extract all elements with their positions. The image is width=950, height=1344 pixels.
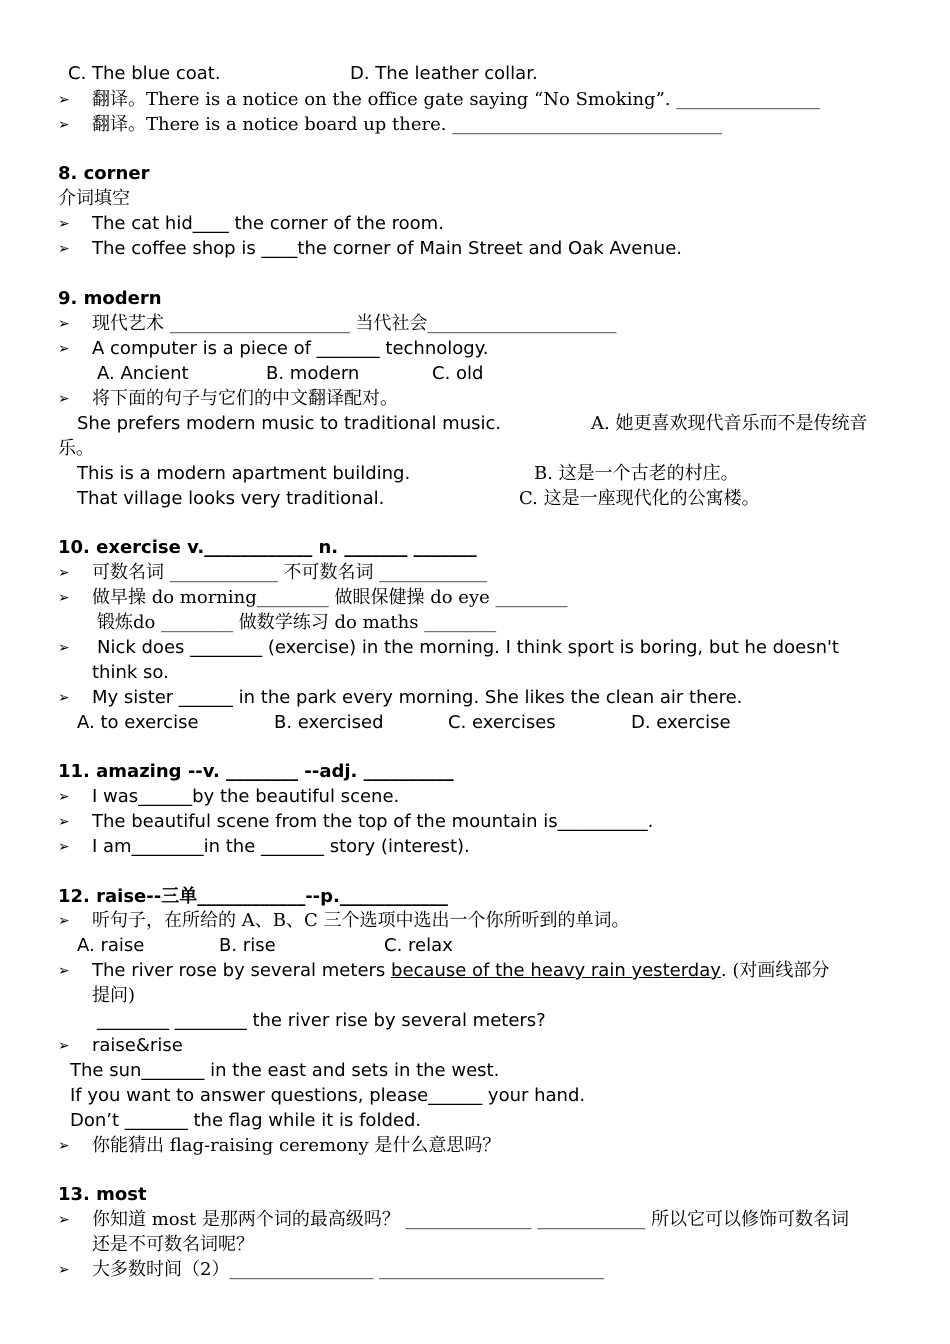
s9-match-en-1: She prefers modern music to traditional music.	[77, 413, 502, 434]
bullet-arrow-icon: ➢	[58, 92, 70, 108]
s12-question-2b: 提问)	[92, 985, 136, 1006]
s7-question-1: 翻译。There is a notice on the office gate saying “No Smoking”. ________________	[92, 89, 821, 110]
bullet-arrow-icon: ➢	[58, 690, 70, 706]
s12-option-a: A. raise	[77, 935, 145, 956]
section-9-heading: 9. modern	[58, 288, 162, 309]
section-12-heading: 12. raise--三单____________--p.____________	[58, 886, 448, 907]
bullet-arrow-icon: ➢	[58, 590, 70, 606]
s9-option-a: A. Ancient	[97, 363, 189, 384]
s9-question-2: A computer is a piece of _______ technology.	[92, 338, 489, 359]
s12-raise-rise-2: If you want to answer questions, please______ your hand.	[70, 1085, 586, 1106]
s9-option-c: C. old	[432, 363, 484, 384]
bullet-arrow-icon: ➢	[58, 1262, 70, 1278]
bullet-arrow-icon: ➢	[58, 316, 70, 332]
s12-question-2	[92, 960, 829, 982]
s10-option-d: D. exercise	[631, 712, 731, 733]
bullet-arrow-icon: ➢	[58, 1212, 70, 1228]
bullet-arrow-icon: ➢	[58, 814, 70, 830]
s8-question-2: The coffee shop is ____the corner of Main Street and Oak Avenue.	[92, 238, 682, 259]
section-11-heading: 11. amazing --v. ________ --adj. __________	[58, 761, 454, 782]
s9-match-en-3: That village looks very traditional.	[77, 488, 385, 509]
s12-question-4: 你能猜出 flag-raising ceremony 是什么意思吗？	[92, 1135, 501, 1156]
s12-question-1: 听句子，在所给的 A、B、C 三个选项中选出一个你所听到的单词。	[92, 910, 630, 931]
bullet-arrow-icon: ➢	[58, 391, 70, 407]
s12-option-c: C. relax	[384, 935, 453, 956]
s11-question-2: The beautiful scene from the top of the mountain is__________.	[92, 811, 654, 832]
s10-option-c: C. exercises	[448, 712, 556, 733]
choice-d: D. The leather collar.	[350, 63, 538, 84]
s13-question-1b: 还是不可数名词呢？	[92, 1234, 254, 1255]
s10-question-3b: think so.	[92, 662, 169, 683]
s10-question-4: My sister ______ in the park every morning. She likes the clean air there.	[92, 687, 743, 708]
s9-question-1: 现代艺术 ____________________ 当代社会_____________________	[92, 313, 617, 334]
s10-question-2: 做早操 do morning________ 做眼保健操 do eye ________	[92, 587, 568, 608]
bullet-arrow-icon: ➢	[58, 640, 70, 656]
s10-question-1: 可数名词 ____________ 不可数名词 ____________	[92, 562, 488, 583]
s13-question-1: 你知道 most 是那两个词的最高级吗？ ______________ ____________ 所以它可以修饰可数名词	[92, 1209, 849, 1230]
bullet-arrow-icon: ➢	[58, 117, 70, 133]
s12-question-3: raise&rise	[92, 1035, 183, 1056]
s10-option-a: A. to exercise	[77, 712, 199, 733]
s11-question-3: I am________in the _______ story (interest).	[92, 836, 470, 857]
s9-match-cn-1-wrap: 乐。	[58, 438, 94, 459]
s9-match-cn-1: A. 她更喜欢现代音乐而不是传统音	[591, 413, 868, 434]
bullet-arrow-icon: ➢	[58, 1138, 70, 1154]
bullet-arrow-icon: ➢	[58, 789, 70, 805]
section-13-heading: 13. most	[58, 1184, 147, 1205]
section-8-heading: 8. corner	[58, 163, 150, 184]
s12-q2-text: The river rose by several meters	[92, 960, 392, 981]
s10-option-b: B. exercised	[274, 712, 384, 733]
bullet-arrow-icon: ➢	[58, 839, 70, 855]
bullet-arrow-icon: ➢	[58, 963, 70, 979]
s11-question-1: I was______by the beautiful scene.	[92, 786, 400, 807]
s12-raise-rise-1: The sun_______ in the east and sets in the west.	[70, 1060, 500, 1081]
s10-question-3: Nick does ________ (exercise) in the morning. I think sport is boring, but he doesn't	[97, 637, 839, 658]
s13-question-2: 大多数时间（2）________________ _________________________	[92, 1259, 605, 1280]
s12-raise-rise-3: Don’t _______ the flag while it is folded.	[70, 1110, 422, 1131]
s9-option-b: B. modern	[266, 363, 360, 384]
bullet-arrow-icon: ➢	[58, 216, 70, 232]
s8-question-1: The cat hid____ the corner of the room.	[92, 213, 444, 234]
section-10-heading: 10. exercise v.____________ n. _______ _______	[58, 537, 477, 558]
s12-option-b: B. rise	[219, 935, 276, 956]
s9-match-cn-2: B. 这是一个古老的村庄。	[534, 463, 739, 484]
s12-question-2c: ________ ________ the river rise by several meters?	[97, 1010, 546, 1031]
bullet-arrow-icon: ➢	[58, 341, 70, 357]
underlined-phrase: because of the heavy rain yesterday	[391, 960, 721, 981]
s9-question-3: 将下面的句子与它们的中文翻译配对。	[92, 388, 398, 409]
s12-q2-note: . (对画线部分	[720, 960, 830, 981]
bullet-arrow-icon: ➢	[58, 913, 70, 929]
bullet-arrow-icon: ➢	[58, 241, 70, 257]
s10-question-2b: 锻炼do ________ 做数学练习 do maths ________	[97, 612, 497, 633]
bullet-arrow-icon: ➢	[58, 1038, 70, 1054]
s9-match-en-2: This is a modern apartment building.	[77, 463, 411, 484]
choice-c: C. The blue coat.	[68, 63, 221, 84]
s7-question-2: 翻译。There is a notice board up there. ______________________________	[92, 114, 723, 135]
s9-match-cn-3: C. 这是一座现代化的公寓楼。	[519, 488, 760, 509]
section-8-subtitle: 介词填空	[58, 188, 130, 209]
bullet-arrow-icon: ➢	[58, 565, 70, 581]
